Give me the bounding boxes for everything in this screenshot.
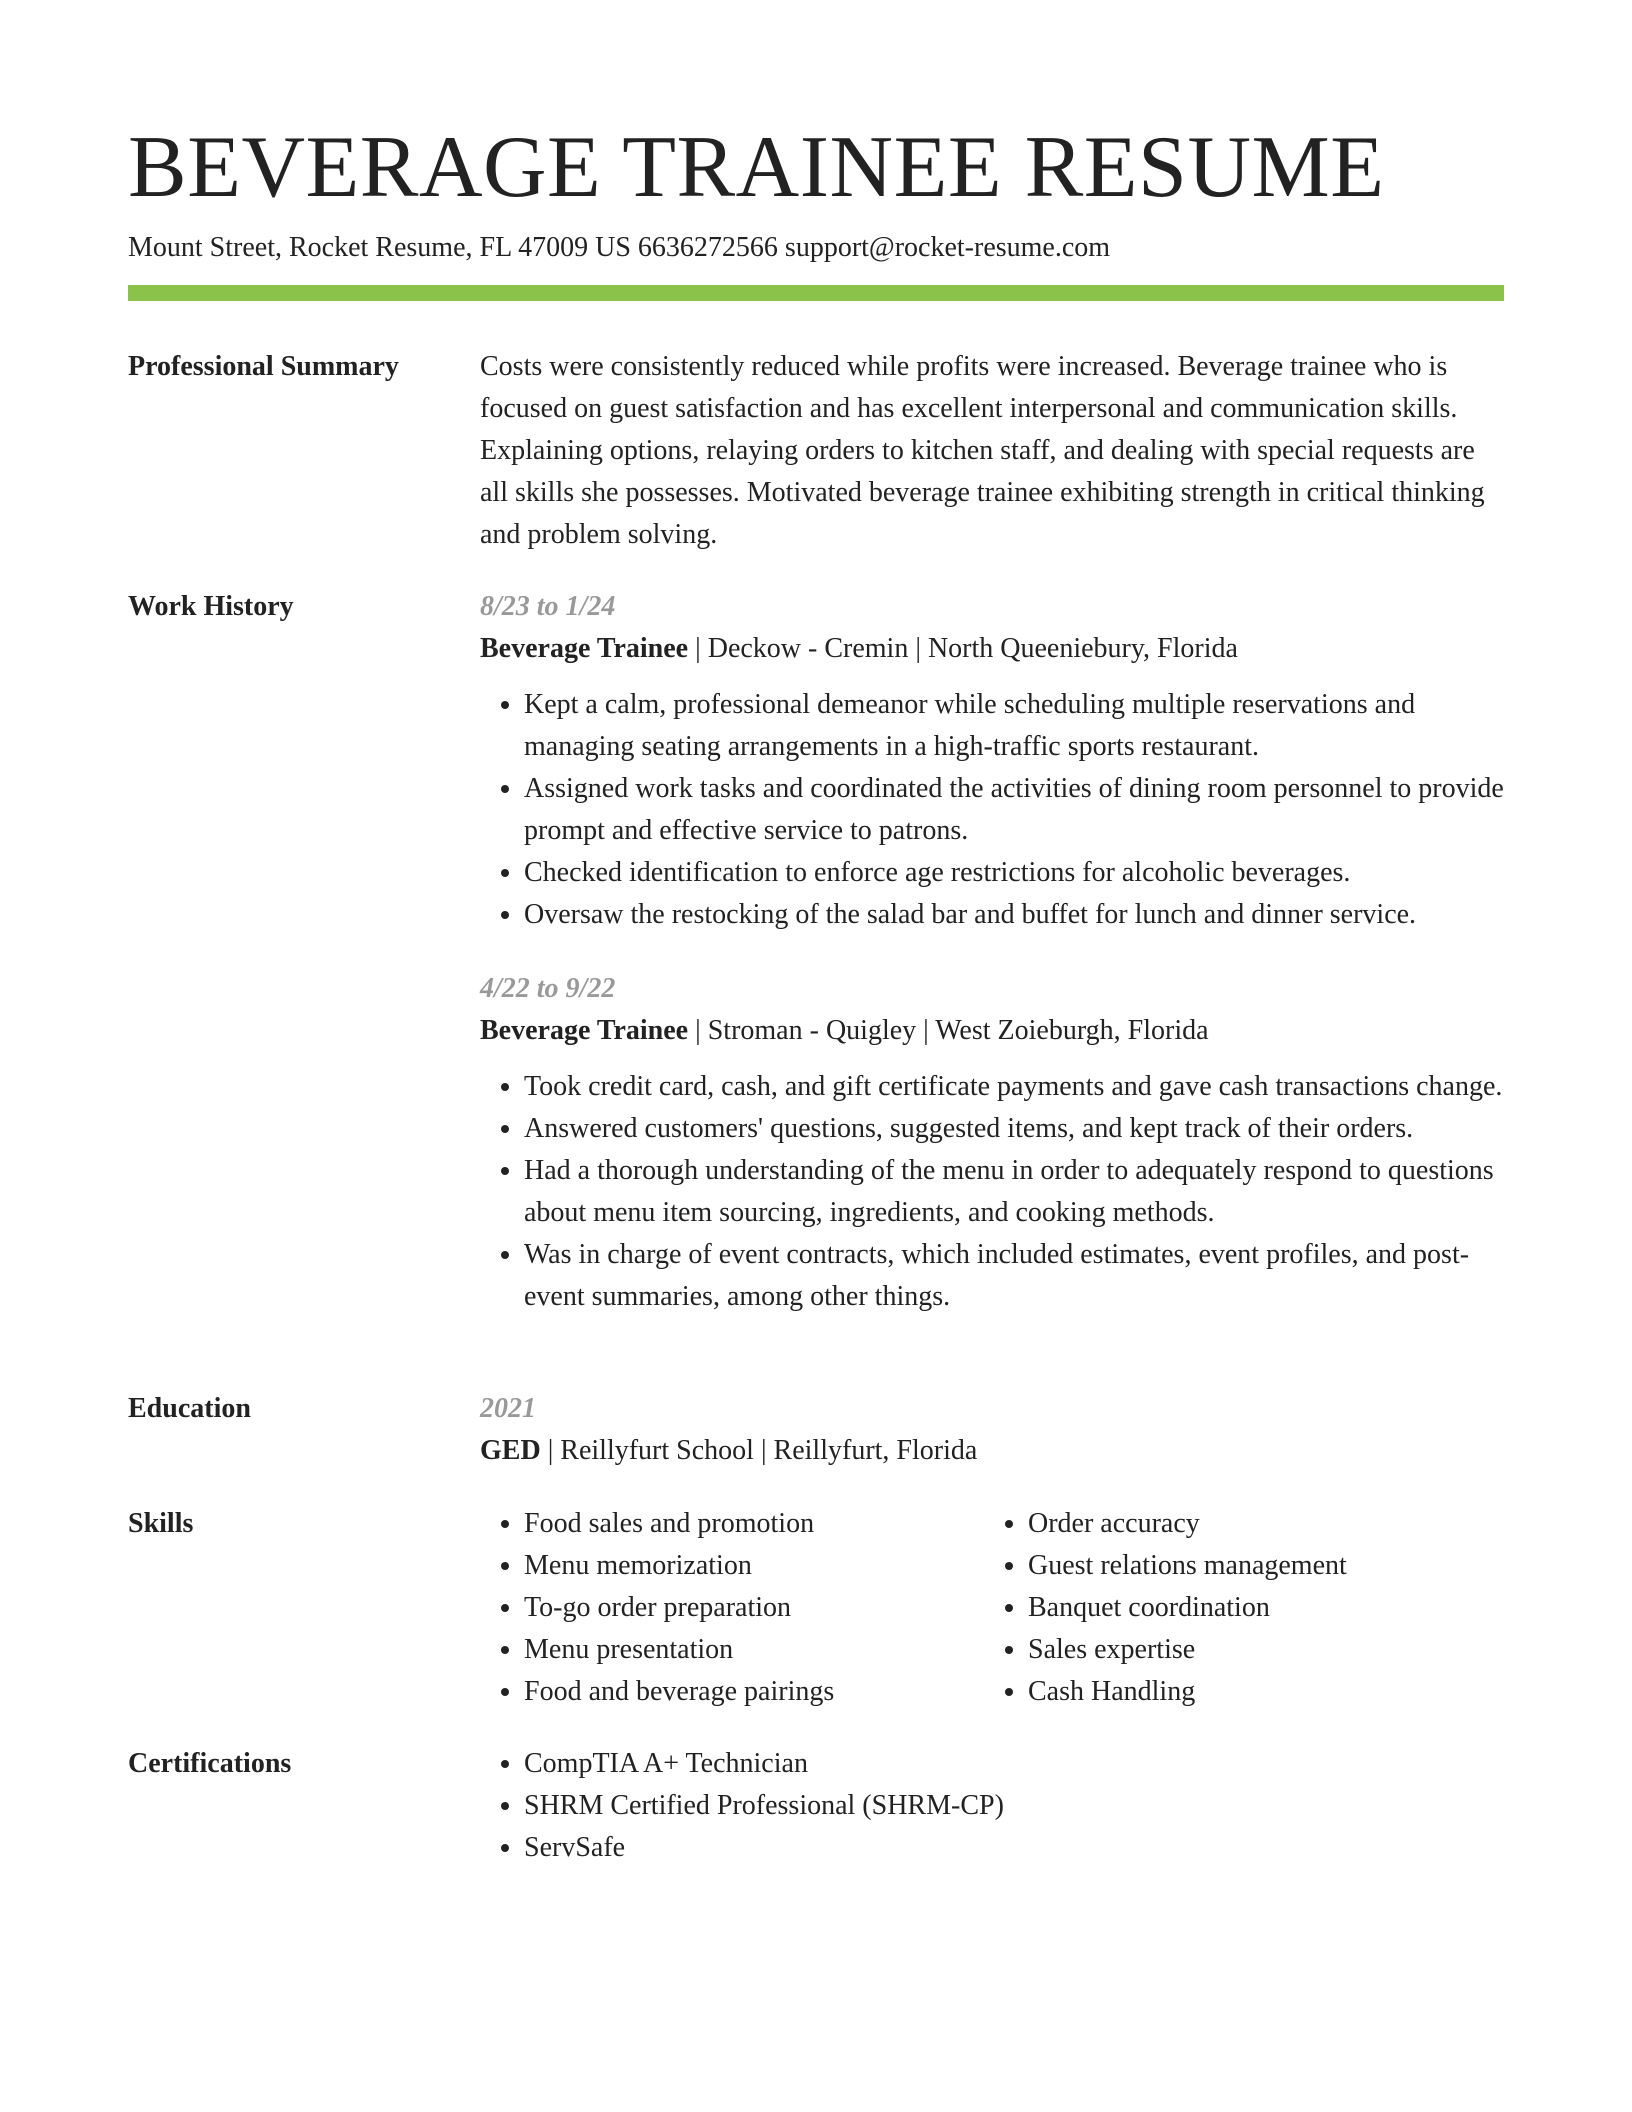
work-history-body: [480, 586, 1504, 1318]
job-title: Beverage Trainee: [480, 1015, 689, 1046]
job-entry: [480, 968, 1504, 1318]
job-duty: • Answered customers' questions, suggested items, and kept track of their orders.: [524, 1108, 1504, 1150]
education-school-location: | Reillyfurt School | Reillyfurt, Florida: [540, 1435, 978, 1466]
skill-item: • Menu presentation: [524, 1629, 984, 1671]
skills-body: [480, 1503, 1504, 1713]
education-heading: [480, 1430, 1504, 1472]
job-duty: • Checked identification to enforce age restrictions for alcoholic beverages.: [524, 852, 1504, 894]
skill-item: • Banquet coordination: [1028, 1587, 1488, 1629]
skills-label: Skills: [128, 1508, 194, 1539]
summary-body: [480, 346, 1504, 556]
certification-item: • CompTIA A+ Technician: [524, 1743, 1504, 1785]
skill-item: • Guest relations management: [1028, 1545, 1488, 1587]
skill-item: • Menu memorization: [524, 1545, 984, 1587]
certification-item: • ServSafe: [524, 1827, 1504, 1869]
job-duty: • Assigned work tasks and coordinated the activities of dining room personnel to provide prompt and effective service to patrons.: [524, 768, 1504, 852]
skill-item: • Order accuracy: [1028, 1503, 1488, 1545]
job-duties: [480, 1066, 1504, 1318]
job-duty: • Oversaw the restocking of the salad bar and buffet for lunch and dinner service.: [524, 894, 1504, 936]
education-year: 2021: [480, 1393, 536, 1424]
certifications-body: [480, 1743, 1504, 1869]
certifications-label: Certifications: [128, 1748, 292, 1779]
skill-item: • Sales expertise: [1028, 1629, 1488, 1671]
skill-item: • To-go order preparation: [524, 1587, 984, 1629]
job-duties: [480, 684, 1504, 936]
work-history-label: Work History: [128, 591, 294, 622]
job-dates: 8/23 to 1/24: [480, 591, 616, 622]
resume-title: BEVERAGE TRAINEE RESUME: [128, 119, 1385, 216]
job-heading: [480, 628, 1504, 670]
accent-divider: [128, 285, 1504, 301]
job-duty: • Had a thorough understanding of the menu in order to adequately respond to questions about menu item sourcing, ingredients, and cooking methods.: [524, 1150, 1504, 1234]
job-heading: [480, 1010, 1504, 1052]
skill-item: • Food sales and promotion: [524, 1503, 984, 1545]
education-label: Education: [128, 1393, 251, 1424]
skill-item: • Cash Handling: [1028, 1671, 1488, 1713]
summary-label: Professional Summary: [128, 351, 399, 382]
job-duty: • Kept a calm, professional demeanor while scheduling multiple reservations and managing seating arrangements in a high-traffic sports restaurant.: [524, 684, 1504, 768]
certification-item: • SHRM Certified Professional (SHRM-CP): [524, 1785, 1504, 1827]
job-duty: • Was in charge of event contracts, which included estimates, event profiles, and post-event summaries, among other things.: [524, 1234, 1504, 1318]
skill-item: • Food and beverage pairings: [524, 1671, 984, 1713]
contact-line: Mount Street, Rocket Resume, FL 47009 US 6636272566 support@rocket-resume.com: [128, 232, 1111, 263]
job-title: Beverage Trainee: [480, 633, 689, 664]
skills-list-right: [984, 1503, 1488, 1713]
job-employer-location: | Deckow - Cremin | North Queeniebury, Florida: [688, 633, 1238, 664]
job-dates: 4/22 to 9/22: [480, 973, 616, 1004]
job-employer-location: | Stroman - Quigley | West Zoieburgh, Florida: [688, 1015, 1209, 1046]
summary-text: Costs were consistently reduced while profits were increased. Beverage trainee who is focused on guest satisfaction and has excellent interpersonal and communication skills. Explaining options, relaying orders to kitchen staff, and dealing with special requests are all skills she possesses. Motivated beverage trainee exhibiting strength in critical thinking and problem solving.: [480, 351, 1485, 550]
skills-list-left: [480, 1503, 984, 1713]
education-body: [480, 1388, 1504, 1472]
job-duty: • Took credit card, cash, and gift certificate payments and gave cash transactions change.: [524, 1066, 1504, 1108]
job-entry: [480, 586, 1504, 936]
certifications-list: [480, 1743, 1504, 1869]
education-degree: GED: [480, 1435, 541, 1466]
